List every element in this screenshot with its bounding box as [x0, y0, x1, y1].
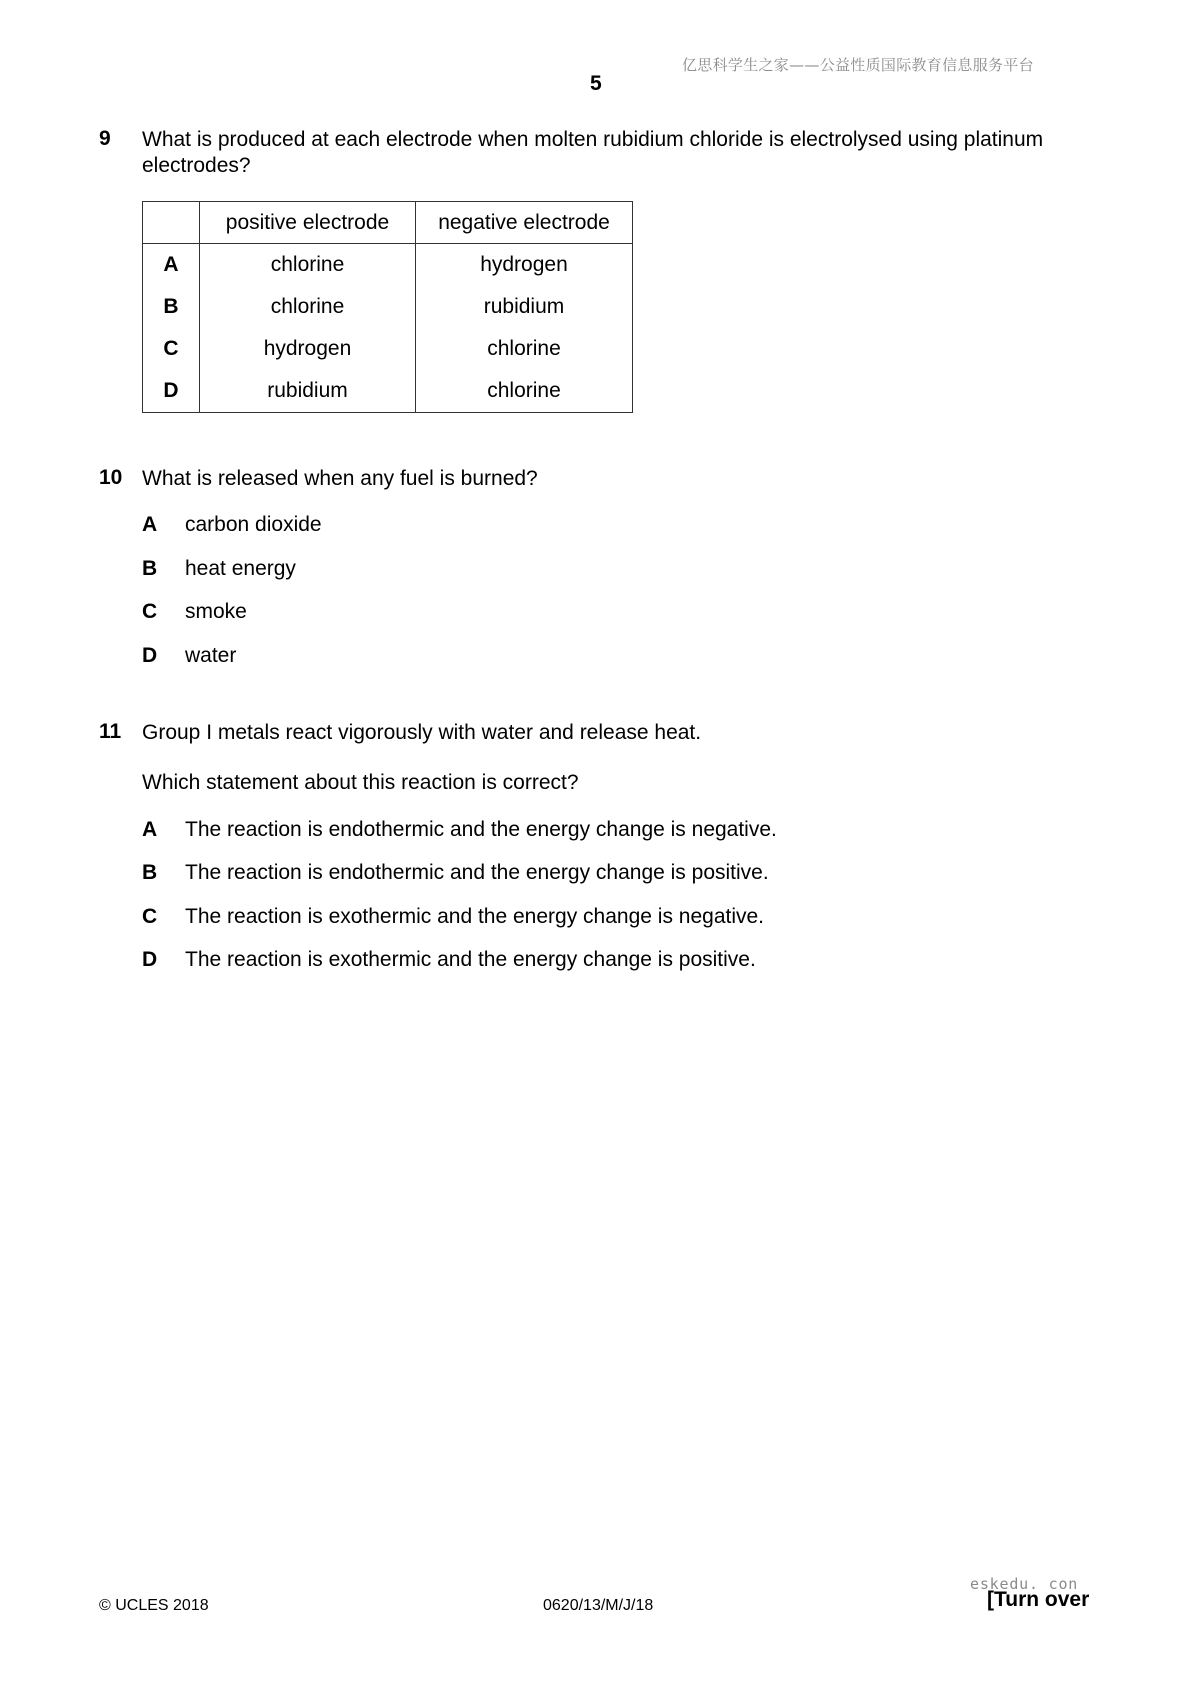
option-text: The reaction is exothermic and the energy change is negative.	[185, 905, 765, 928]
table-cell-letter: B	[143, 286, 200, 328]
table-cell: hydrogen	[416, 244, 633, 287]
table-header-row	[143, 202, 633, 244]
page-number: 5	[590, 72, 602, 95]
question-10-text: What is released when any fuel is burned?	[142, 467, 538, 490]
table-row	[143, 328, 633, 370]
option-letter: B	[142, 861, 158, 884]
option-letter: C	[142, 600, 158, 623]
table-header-cell: negative electrode	[416, 202, 633, 244]
table-cell: chlorine	[200, 286, 416, 328]
option-text: The reaction is endothermic and the energy change is negative.	[185, 818, 777, 841]
table-header-cell	[143, 202, 200, 244]
option-letter: A	[142, 818, 158, 841]
option-text: smoke	[185, 600, 247, 623]
option-letter: B	[142, 557, 158, 580]
table-cell: chlorine	[416, 370, 633, 413]
table-row	[143, 244, 633, 287]
option-text: heat energy	[185, 557, 296, 580]
option-text: The reaction is exothermic and the energy change is positive.	[185, 948, 756, 971]
option-letter: A	[142, 513, 158, 536]
turn-over-label: [Turn over	[987, 1588, 1090, 1611]
table-row	[143, 370, 633, 413]
question-11-subtext: Which statement about this reaction is correct?	[142, 771, 579, 794]
table-cell: chlorine	[200, 244, 416, 287]
question-9-answer-table	[142, 201, 633, 413]
table-cell-letter: C	[143, 328, 200, 370]
copyright-notice: © UCLES 2018	[99, 1597, 209, 1614]
table-cell: hydrogen	[200, 328, 416, 370]
table-cell: chlorine	[416, 328, 633, 370]
table-header-cell: positive electrode	[200, 202, 416, 244]
table-cell-letter: A	[143, 244, 200, 287]
watermark-header: 亿思科学生之家——公益性质国际教育信息服务平台	[682, 56, 1034, 74]
question-9-text: What is produced at each electrode when molten rubidium chloride is electrolysed using platinum electrodes?	[142, 128, 1044, 177]
table-cell-letter: D	[143, 370, 200, 413]
question-11-text: Group I metals react vigorously with water and release heat.	[142, 721, 702, 744]
question-9-number: 9	[99, 127, 111, 150]
question-11-number: 11	[99, 720, 122, 743]
option-text: The reaction is endothermic and the energy change is positive.	[185, 861, 769, 884]
table-row	[143, 286, 633, 328]
table-cell: rubidium	[416, 286, 633, 328]
option-text: carbon dioxide	[185, 513, 322, 536]
option-text: water	[185, 644, 237, 667]
question-10-number: 10	[99, 466, 123, 489]
table-cell: rubidium	[200, 370, 416, 413]
option-letter: D	[142, 644, 158, 667]
option-letter: D	[142, 948, 158, 971]
paper-code: 0620/13/M/J/18	[543, 1597, 654, 1614]
watermark-footer: eskedu. con	[970, 1575, 1079, 1593]
option-letter: C	[142, 905, 158, 928]
